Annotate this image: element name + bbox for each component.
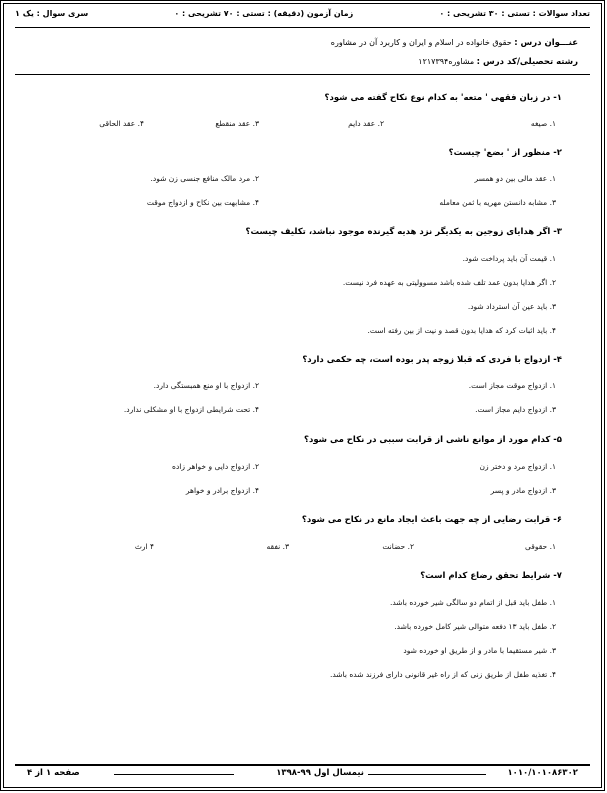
q3-option-2[interactable]: ۲. اگر هدایا بدون عمد تلف شده باشد مسوولیتی به عهده فرد نیست. — [342, 278, 556, 287]
q6-option-1[interactable]: ۱. حقوقی — [525, 542, 556, 551]
q5-option-3[interactable]: ۳. ازدواج مادر و پسر — [490, 486, 556, 495]
footer-bar-right — [368, 774, 486, 775]
course-field-label: رشته تحصیلی/کد درس : — [476, 57, 578, 67]
question-3: ۳- اگر هدایای زوجین به یکدیگر نزد هدیه گیرنده موجود نباشد، تکلیف چیست؟ — [245, 227, 562, 237]
q4-option-2[interactable]: ۲. ازدواج با او منع همبستگی دارد. — [153, 381, 259, 390]
q2-option-1[interactable]: ۱. عقد مالی بین دو همسر — [474, 174, 556, 183]
question-series: سری سوال : یک ۱ — [15, 9, 89, 18]
question-6: ۶- قرابت رضایی از چه جهت باعث ایجاد مانع در نکاح می شود؟ — [301, 515, 562, 525]
course-title-row — [331, 38, 578, 48]
exam-time: زمان آزمون (دقیقه) : تستی : ۷۰ تشریحی : ۰ — [174, 9, 354, 18]
q7-option-3[interactable]: ۳. شیر مستقیما با مادر و از طریق او خورده شود — [403, 646, 556, 655]
question-7: ۷- شرایط تحقق رضاع کدام است؟ — [420, 571, 562, 581]
header-summary — [15, 9, 590, 23]
question-1: ۱- در زبان فقهی ' متعه' به کدام نوع نکاح گفته می شود؟ — [324, 93, 562, 103]
q7-option-2[interactable]: ۲. طفل باید ۱۳ دفعه متوالی شیر کامل خورده باشد. — [394, 622, 556, 631]
q2-option-3[interactable]: ۳. مشابه دانستن مهریه با ثمن معامله — [439, 198, 556, 207]
q6-option-3[interactable]: ۳. نفقه — [266, 542, 289, 551]
q6-option-2[interactable]: ۲. حضانت — [382, 542, 414, 551]
q4-option-4[interactable]: ۴. تحت شرایطی ازدواج با او مشکلی ندارد. — [123, 405, 259, 414]
q2-option-2[interactable]: ۲. مرد مالک منافع جنسی زن شود. — [150, 174, 259, 183]
footer-term: نیمسال اول ۹۹-۱۳۹۸ — [276, 768, 364, 778]
question-5: ۵- کدام مورد از موانع ناشی از قرابت سببی در نکاح می شود؟ — [304, 435, 562, 445]
course-field-value: مشاوره۱۲۱۷۳۹۴ — [418, 57, 475, 66]
q6-option-4[interactable]: ۴ ارث — [134, 542, 154, 551]
q1-option-2[interactable]: ۲. عقد دایم — [348, 119, 384, 128]
course-title-value: حقوق خانواده در اسلام و ایران و کاربرد آن در مشاوره — [330, 38, 512, 47]
q5-option-1[interactable]: ۱. ازدواج مرد و دختر زن — [479, 462, 556, 471]
q1-option-1[interactable]: ۱. صیغه — [530, 119, 556, 128]
footer-page: صفحه ۱ از ۴ — [27, 768, 80, 778]
q2-option-4[interactable]: ۴. مشابهت بین نکاح و ازدواج موقت — [146, 198, 259, 207]
q5-option-4[interactable]: ۴. ازدواج برادر و خواهر — [185, 486, 259, 495]
question-2: ۲- منظور از ' بضع' چیست؟ — [448, 148, 562, 158]
question-counts: تعداد سوالات : تستی : ۳۰ تشریحی : ۰ — [439, 9, 590, 18]
footer-code: ۱۰۱۰/۱۰۱۰۸۶۳۰۲ — [507, 768, 578, 778]
q7-option-1[interactable]: ۱. طفل باید قبل از اتمام دو سالگی شیر خورده باشد. — [389, 598, 556, 607]
q1-option-4[interactable]: ۴. عقد الحاقی — [99, 119, 144, 128]
header-divider — [15, 27, 590, 28]
course-title-label: عنـــوان درس : — [514, 38, 578, 48]
header-divider-bottom — [15, 74, 590, 75]
q3-option-3[interactable]: ۳. باید عین آن استرداد شود. — [467, 302, 556, 311]
course-field-row — [418, 57, 578, 67]
q3-option-4[interactable]: ۴. باید اثبات کرد که هدایا بدون قصد و نیت از بین رفته است. — [367, 326, 556, 335]
q4-option-3[interactable]: ۳. ازدواج دایم مجاز است. — [475, 405, 556, 414]
question-4: ۴- ازدواج با فردی که قبلا زوجه پدر بوده است، چه حکمی دارد؟ — [302, 355, 562, 365]
q5-option-2[interactable]: ۲. ازدواج دایی و خواهر زاده — [172, 462, 259, 471]
footer-bar-left — [114, 774, 234, 775]
footer-divider — [15, 764, 590, 766]
q3-option-1[interactable]: ۱. قیمت آن باید پرداخت شود. — [462, 254, 556, 263]
q1-option-3[interactable]: ۳. عقد منقطع — [215, 119, 259, 128]
q4-option-1[interactable]: ۱. ازدواج موقت مجاز است. — [468, 381, 556, 390]
q7-option-4[interactable]: ۴. تغذیه طفل از طریق زنی که از راه غیر قانونی دارای فرزند شده باشد. — [329, 670, 556, 679]
